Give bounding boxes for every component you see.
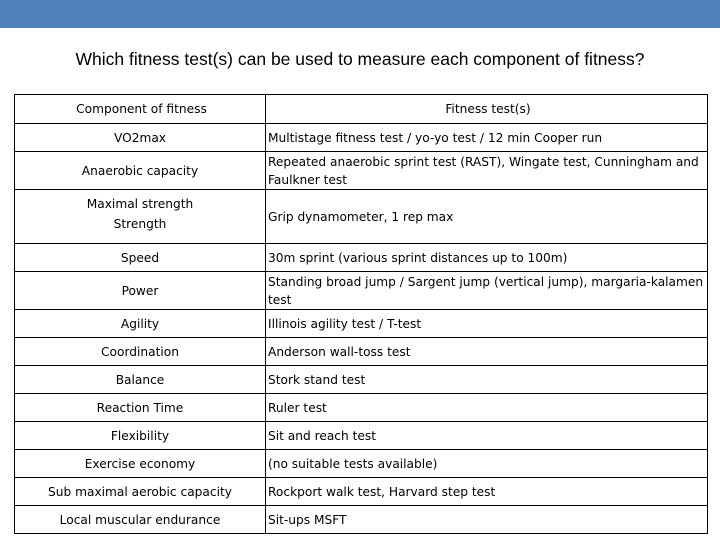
table-row xyxy=(15,244,708,272)
component-cell: Anaerobic capacity xyxy=(15,152,266,190)
slide-title: Which fitness test(s) can be used to measure each component of fitness? xyxy=(75,49,645,69)
table-row xyxy=(15,422,708,450)
table-header-row xyxy=(15,95,708,124)
table-row xyxy=(15,338,708,366)
table-row xyxy=(15,478,708,506)
table-row xyxy=(15,450,708,478)
test-cell: Grip dynamometer, 1 rep max xyxy=(266,190,708,244)
component-cell xyxy=(15,190,266,244)
test-cell: Standing broad jump / Sargent jump (vertical jump), margaria-kalamen test xyxy=(266,272,708,310)
table-row xyxy=(15,366,708,394)
table-row xyxy=(15,506,708,534)
table-row xyxy=(15,272,708,310)
component-cell: Reaction Time xyxy=(15,394,266,422)
component-cell: Flexibility xyxy=(15,422,266,450)
test-cell: Rockport walk test, Harvard step test xyxy=(266,478,708,506)
header-fitness-tests: Fitness test(s) xyxy=(266,95,708,124)
component-cell: Exercise economy xyxy=(15,450,266,478)
component-cell: Sub maximal aerobic capacity xyxy=(15,478,266,506)
table-row xyxy=(15,310,708,338)
test-cell: Illinois agility test / T-test xyxy=(266,310,708,338)
test-cell: Anderson wall-toss test xyxy=(266,338,708,366)
test-cell: 30m sprint (various sprint distances up to 100m) xyxy=(266,244,708,272)
component-cell: Speed xyxy=(15,244,266,272)
test-cell: Repeated anaerobic sprint test (RAST), Wingate test, Cunningham and Faulkner test xyxy=(266,152,708,190)
test-cell: Sit and reach test xyxy=(266,422,708,450)
component-cell: Coordination xyxy=(15,338,266,366)
test-cell: Sit-ups MSFT xyxy=(266,506,708,534)
table-row xyxy=(15,190,708,244)
test-cell: (no suitable tests available) xyxy=(266,450,708,478)
table-row xyxy=(15,394,708,422)
component-sub-label: Strength xyxy=(113,217,167,231)
component-cell: VO2max xyxy=(15,124,266,152)
table-row xyxy=(15,124,708,152)
header-bar xyxy=(0,0,720,28)
test-cell: Multistage fitness test / yo-yo test / 12 min Cooper run xyxy=(266,124,708,152)
test-cell: Ruler test xyxy=(266,394,708,422)
component-cell: Local muscular endurance xyxy=(15,506,266,534)
component-cell: Agility xyxy=(15,310,266,338)
test-cell: Stork stand test xyxy=(266,366,708,394)
table-row xyxy=(15,152,708,190)
component-label: Maximal strength xyxy=(86,197,194,211)
fitness-tests-table xyxy=(14,94,708,534)
component-cell: Power xyxy=(15,272,266,310)
header-component: Component of fitness xyxy=(15,95,266,124)
component-cell: Balance xyxy=(15,366,266,394)
